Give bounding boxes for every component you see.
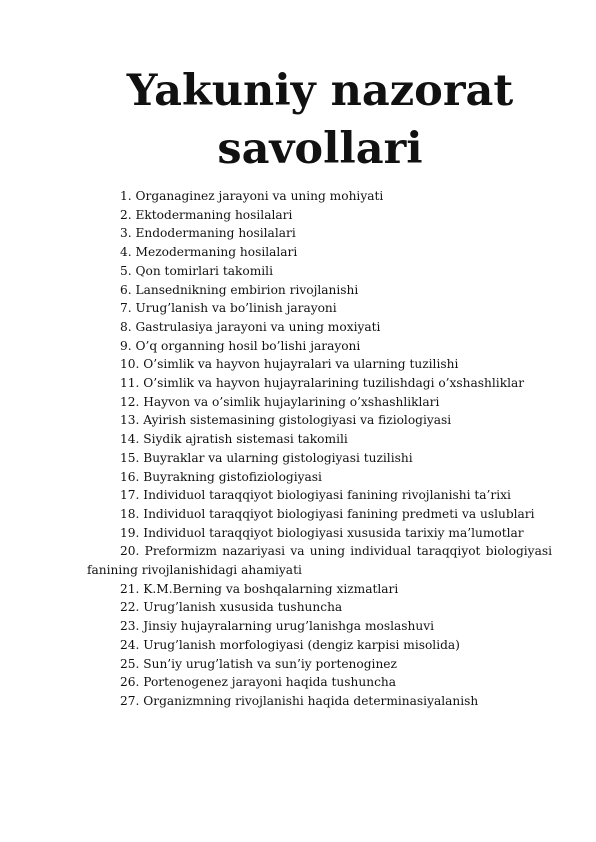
question-item: 3. Endodermaning hosilalari bbox=[120, 226, 296, 241]
question-item: 7. Urug’lanish va bo’linish jarayoni bbox=[120, 301, 337, 316]
question-item: 2. Ektodermaning hosilalari bbox=[120, 207, 293, 222]
question-item: 17. Individuol taraqqiyot biologiyasi fanining rivojlanishi ta’rixi bbox=[120, 488, 511, 503]
question-item: 20. Preformizm nazariyasi va uning individual taraqqiyot biologiyasi fanining rivojlanishidagi ahamiyati bbox=[87, 544, 552, 578]
page-title: Yakuniy nazorat savollari bbox=[126, 66, 514, 174]
question-item: 10. O’simlik va hayvon hujayralari va ularning tuzilishi bbox=[120, 357, 459, 372]
question-item: 6. Lansednikning embirion rivojlanishi bbox=[120, 282, 359, 297]
question-item: 11. O’simlik va hayvon hujayralarining tuzilishdagi o’xshashliklar bbox=[120, 376, 525, 391]
question-item: 9. O’q organning hosil bo’lishi jarayoni bbox=[120, 338, 361, 353]
question-item: 18. Individuol taraqqiyot biologiyasi fanining predmeti va uslublari bbox=[120, 506, 535, 521]
question-item: 13. Ayirish sistemasining gistologiyasi va fiziologiyasi bbox=[120, 413, 452, 428]
question-item: 27. Organizmning rivojlanishi haqida determinasiyalanish bbox=[120, 693, 479, 708]
question-item: 8. Gastrulasiya jarayoni va uning moxiyati bbox=[120, 319, 381, 334]
questions-list bbox=[87, 187, 552, 711]
question-item: 12. Hayvon va o’simlik hujaylarining o’xshashliklari bbox=[120, 394, 440, 409]
question-item: 25. Sun’iy urug’latish va sun’iy portenoginez bbox=[120, 656, 397, 671]
question-item: 24. Urug’lanish morfologiyasi (dengiz karpisi misolida) bbox=[120, 637, 460, 652]
question-item: 23. Jinsiy hujayralarning urug’lanishga moslashuvi bbox=[120, 619, 434, 634]
question-item: 21. K.M.Berning va boshqalarning xizmatlari bbox=[120, 581, 399, 596]
question-item: 19. Individuol taraqqiyot biologiyasi xususida tarixiy ma’lumotlar bbox=[120, 525, 524, 540]
question-item: 5. Qon tomirlari takomili bbox=[120, 263, 273, 278]
question-item: 14. Siydik ajratish sistemasi takomili bbox=[120, 432, 348, 447]
question-item: 16. Buyrakning gistofiziologiyasi bbox=[120, 469, 322, 484]
question-item: 15. Buyraklar va ularning gistologiyasi tuzilishi bbox=[120, 450, 413, 465]
question-item: 4. Mezodermaning hosilalari bbox=[120, 245, 298, 260]
question-item: 26. Portenogenez jarayoni haqida tushuncha bbox=[120, 675, 397, 690]
question-item: 1. Organaginez jarayoni va uning mohiyati bbox=[120, 189, 384, 203]
question-item: 22. Urug’lanish xususida tushuncha bbox=[120, 600, 343, 615]
